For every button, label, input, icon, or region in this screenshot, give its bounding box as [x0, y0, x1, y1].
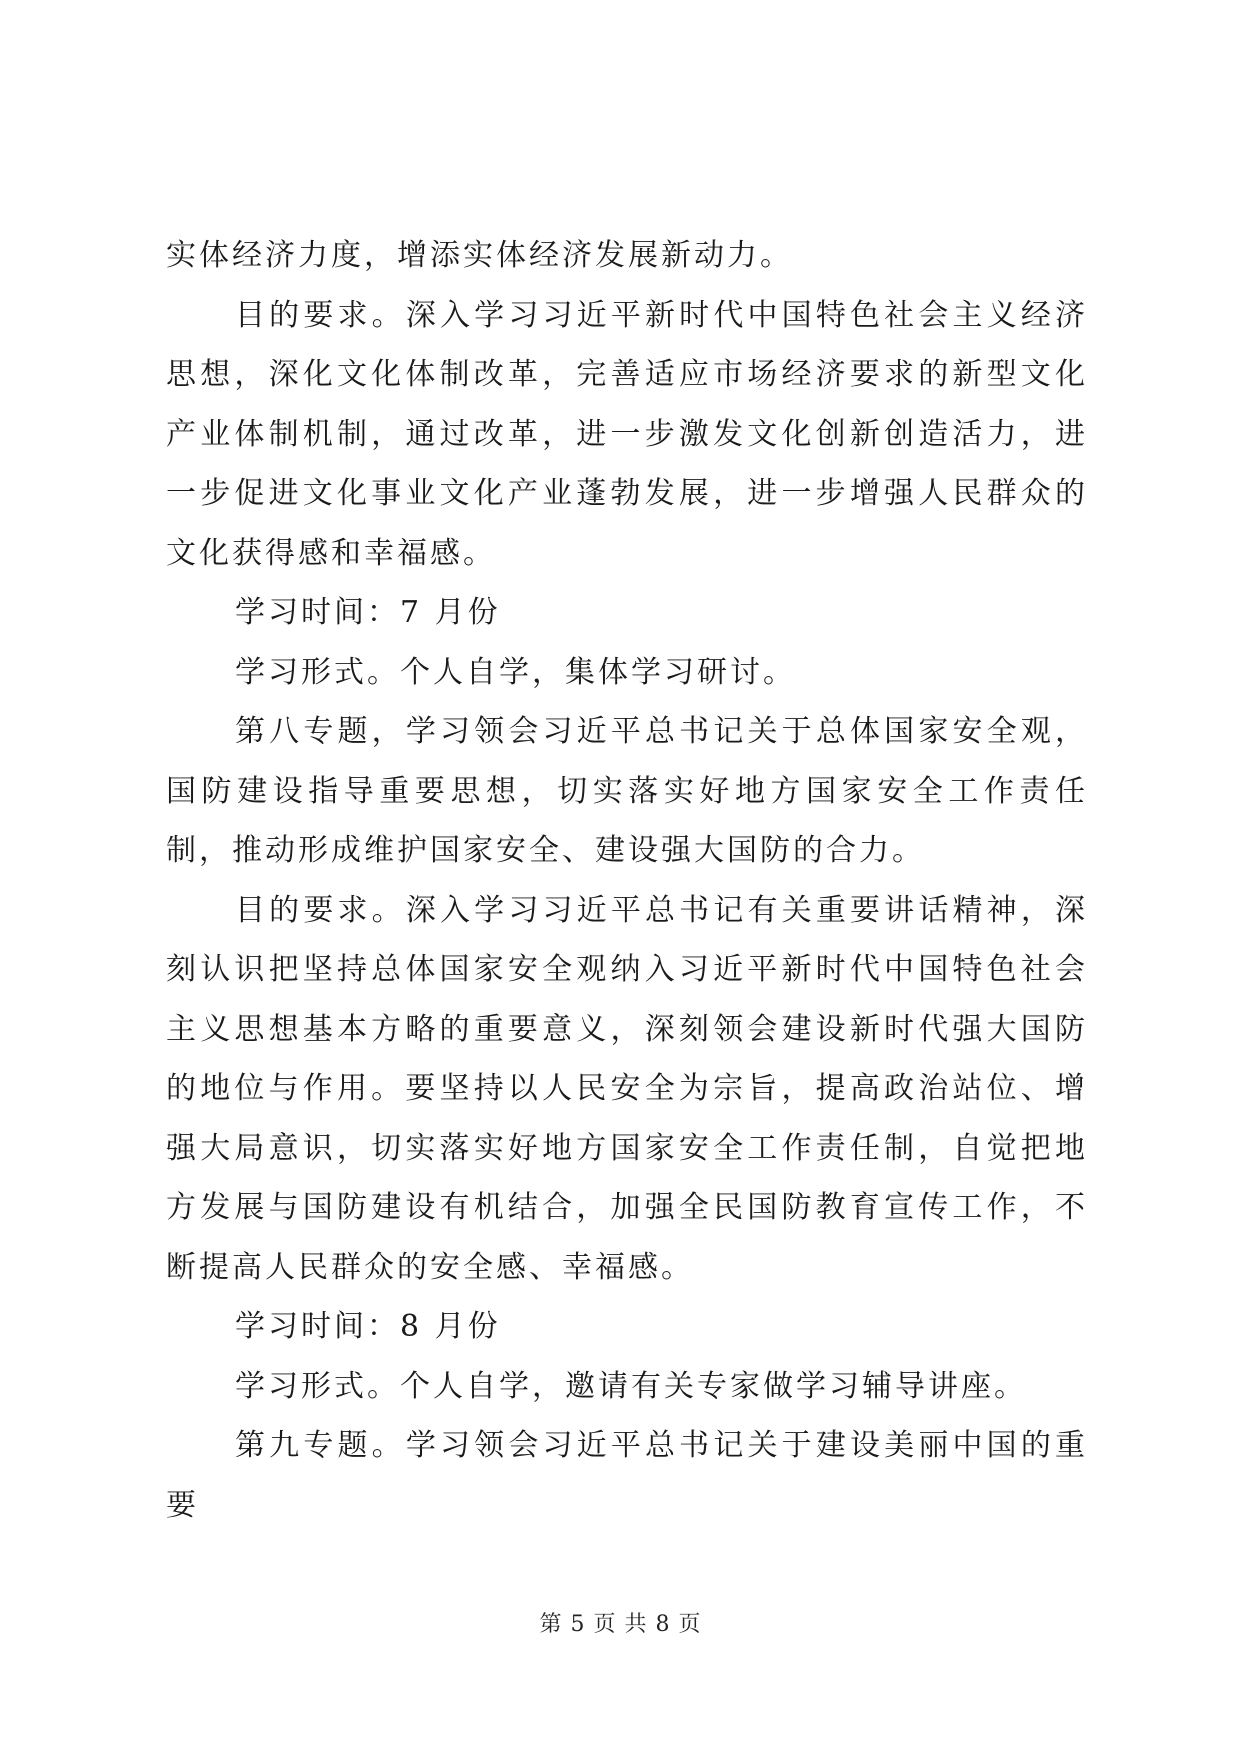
paragraph-study-form-seminar: 学习形式。个人自学，集体学习研讨。	[235, 654, 796, 690]
paragraph-topic-nine: 第九专题。学习领会习近平总书记关于建设美丽中国的重要	[166, 1428, 1088, 1523]
paragraph-continuation: 实体经济力度，增添实体经济发展新动力。	[166, 238, 793, 273]
paragraph-study-form-lecture: 学习形式。个人自学，邀请有关专家做学习辅导讲座。	[235, 1368, 1027, 1404]
paragraph-objective-security: 目的要求。深入学习习近平总书记有关重要讲话精神，深刻认识把坚持总体国家安全观纳入习近平新时代中国特色社会主义思想基本方略的重要意义，深刻领会建设新时代强大国防的地位与作用。要坚持以人民安全为宗旨，提高政治站位、增强大局意识，切实落实好地方国家安全工作责任制，自觉把地方发展与国防建设有机结合，加强全民国防教育宣传工作，不断提高人民群众的安全感、幸福感。	[166, 892, 1088, 1285]
page-number-footer: 第 5 页 共 8 页	[539, 1612, 702, 1637]
paragraph-objective-culture: 目的要求。深入学习习近平新时代中国特色社会主义经济思想，深化文化体制改革，完善适应市场经济要求的新型文化产业体制机制，通过改革，进一步激发文化创新创造活力，进一步促进文化事业文化产业蓬勃发展，进一步增强人民群众的文化获得感和幸福感。	[166, 297, 1088, 571]
paragraph-study-time-august: 学习时间：8 月份	[235, 1309, 501, 1344]
paragraph-study-time-july: 学习时间：7 月份	[235, 595, 501, 630]
document-body	[166, 226, 1088, 1535]
paragraph-topic-eight: 第八专题，学习领会习近平总书记关于总体国家安全观，国防建设指导重要思想，切实落实好地方国家安全工作责任制，推动形成维护国家安全、建设强大国防的合力。	[166, 714, 1088, 868]
